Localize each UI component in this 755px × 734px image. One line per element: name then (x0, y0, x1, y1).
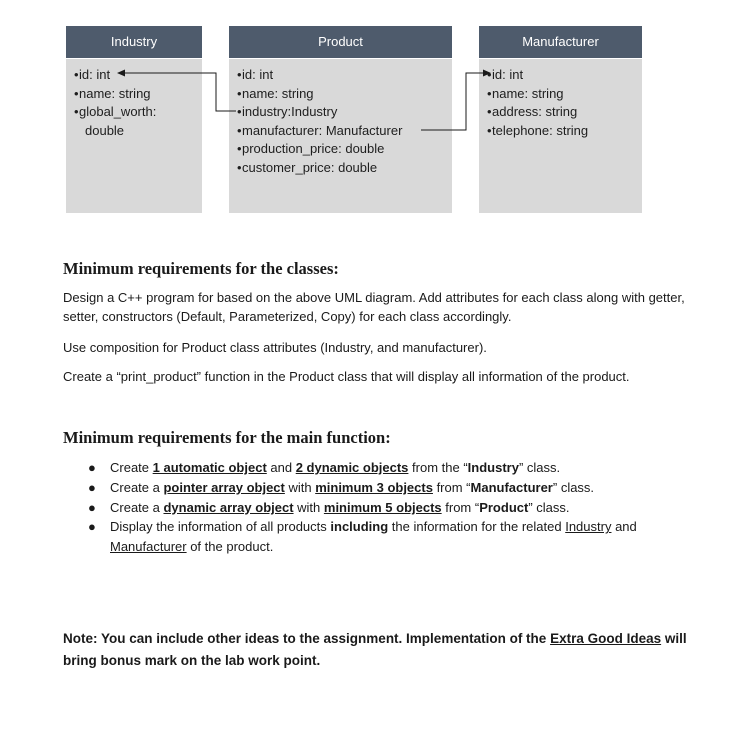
bonus-note: Note: You can include other ideas to the assignment. Implementation of the Extra Good Ideas will bring bonus mark on the lab work point. (63, 631, 687, 668)
main-requirements-heading: Minimum requirements for the main function: (63, 428, 391, 447)
extra-good-ideas: Extra Good Ideas (550, 631, 662, 646)
requirement-item: ● Create a dynamic array object with minimum 5 objects from “Product” class. (88, 499, 570, 515)
requirement-item: ● Create 1 automatic object and 2 dynamic objects from the “Industry” class. (88, 460, 561, 475)
print-product-paragraph: Create a “print_product” function in the Product class that will display all information of the product. (63, 369, 630, 384)
uml-attribute: •name: string (237, 85, 314, 101)
uml-attribute: •production_price: double (237, 141, 385, 157)
classes-requirement-paragraph: Design a C++ program for based on the above UML diagram. Add attributes for each class along with getter, setter, constructors (Default, Parameterized, Copy) for each class accordingly. (63, 290, 685, 324)
composition-paragraph: Use composition for Product class attributes (Industry, and manufacturer). (63, 340, 487, 355)
uml-class-title: Product (229, 26, 452, 59)
uml-attribute: •name: string (487, 85, 564, 101)
uml-attribute: •address: string (487, 104, 578, 120)
uml-attribute: •industry:Industry (237, 104, 338, 120)
uml-class-product (229, 26, 452, 213)
requirement-item: ● Create a pointer array object with minimum 3 objects from “Manufacturer” class. (88, 479, 595, 495)
uml-attribute: •id: int (74, 67, 111, 82)
uml-class-title: Industry (66, 26, 202, 59)
classes-requirements-heading: Minimum requirements for the classes: (63, 259, 339, 278)
uml-class-manufacturer (479, 26, 642, 213)
uml-attribute-list (479, 59, 642, 140)
uml-attribute: •manufacturer: Manufacturer (237, 122, 403, 138)
uml-attribute: •id: int (237, 67, 274, 82)
uml-attribute: •name: string (74, 85, 151, 101)
uml-class-title: Manufacturer (479, 26, 642, 59)
uml-attribute: •global_worth: double (74, 104, 157, 138)
main-requirements-list (88, 458, 688, 557)
uml-attribute: •customer_price: double (237, 159, 378, 175)
uml-attribute-list (66, 59, 202, 140)
uml-class-industry (66, 26, 202, 213)
uml-attribute: •id: int (487, 67, 524, 82)
requirement-item: ● Display the information of all products including the information for the related Industry and Manufacturer of the product. (88, 519, 637, 555)
uml-attribute-list (229, 59, 452, 178)
uml-attribute: •telephone: string (487, 122, 589, 138)
